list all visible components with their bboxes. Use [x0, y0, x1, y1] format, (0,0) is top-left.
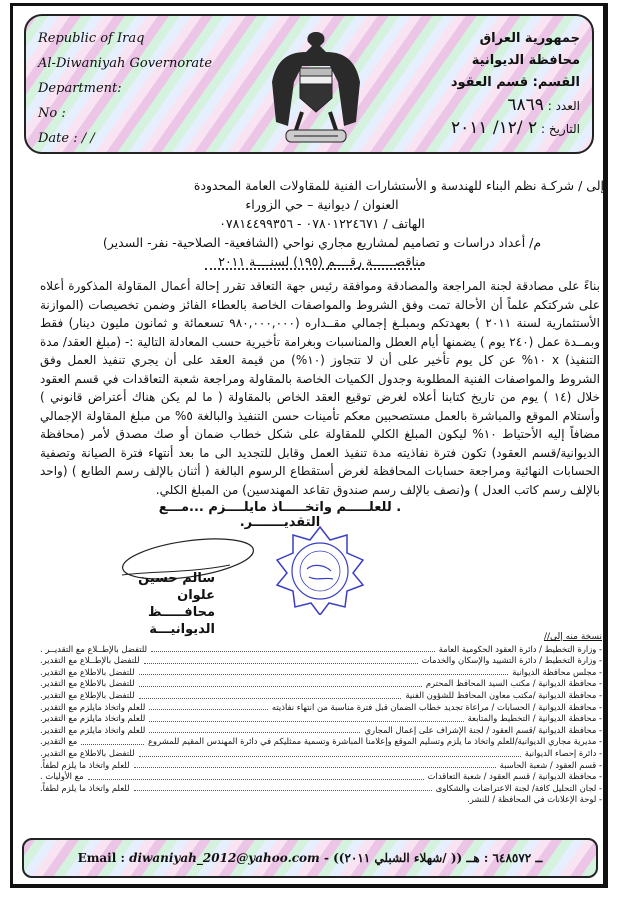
cc-recipient: - محافظة الديوانية / قسم العقود / شعبة التعاقدات [427, 771, 602, 782]
official-stamp-icon [275, 525, 365, 615]
cc-purpose: للعلم واتخاذ ما يلزم لطفاً. [40, 759, 130, 770]
signatory-title: محافـــــظ الديوانيـــة [148, 605, 215, 637]
cc-purpose: للعلم واتخاذ مايلزم مع التقدير. [40, 713, 146, 724]
cc-recipient: - محافظة الديوانية /قسم العقود / لجنة الإشراف على إعمال المجاري [364, 724, 602, 735]
cc-purpose: للتفضل بالاطلاع مع التقدير. [40, 666, 135, 677]
email-label: Email : [77, 851, 125, 865]
cc-purpose: مع التقدير. [40, 736, 78, 747]
cc-recipient: - محافظة الديوانية / التخطيط والمتابعة [467, 713, 602, 724]
divider [205, 268, 420, 270]
cc-recipient: - مجلس محافظة الديوانية [512, 666, 602, 677]
cc-purpose: للعلم واتخاذ مايلزم مع التقدير. [40, 701, 146, 712]
country-en: Republic of Iraq [38, 31, 145, 46]
department-ar: القسم: قسم العقود [450, 75, 580, 90]
email-link[interactable]: diwaniyah_2012@yahoo.com [129, 851, 320, 865]
addressee-block [40, 176, 604, 271]
letter-body: بناءً على مصادقة لجنة المراجعة والمصادقة وموافقة رئيس جهة التعاقد تقرر إحالة أعمال المقاولة المذكورة أعلاه على شركتكم علماً أن الأحالة تمت وفق الشروط والمواصفات الخاصة بالعطاء الفائز وضمن تخصيصات (الموازنة الأستثمارية لسنة ٢٠١١ ) بعهدتكم وبمبلـغ إجمالي مقــداره (٩٨٠,٠٠٠,٠٠٠ تسعمائة و ثمانون مليون دينار) فقط وبمــدة عمل (٢٤٠ يوم ) يضمنها أيام العطل والمناسبات وبغرامة تأخيرية حسب المعادلة التالية :- (مبلغ العقد/ مدة التنفيذ) x ١٠% عن كل يوم تأخير على أن لا تتجاوز (١٠%) من قيمة العقد على أن يجري تنفيذ العمل وفق الشروط والمواصفات الفنية المطلوبة وجدول الكميات الخاصة بالمقاولة ومراجعة شعبة التعاقدات في قسم العقود خلال (١٤ ) يوم من تاريخ كتابنا أعلاه لغرض توقيع العقد الخاص بالمقاولة ( ما لم يكن هناك أعتراض قانوني ) وأستلام الموقع والمباشرة بالعمل مستصحبين معكم تأمينات حسن التنفيذ والبالغة ٥% من مبلغ المقاولة الإجمالي مضافاً إليه الأحتياط ١٠% ليكون المبلغ الكلي للمقاولة على شكل خطاب ضمان أو صك مصدق لأمر (محافظة الديوانية/قسم العقود) تكون فترة نفاذيته مدة تنفيذ العمل وقابل للتجديد الى ما بعد أنتهاء فترة الصيانة وتصفية الحسابات النهائية ومراجعة حسابات المحافظة لغرض أستقطاع الرسوم البالغة ( أثنان بالإلف رسم الطابع ) (واحد بالإلف رسم كاتب العدل ) و(نصف بالإلف رسم صندوق تقاعد المهندسين) من المبلغ الكلي. [40, 279, 601, 497]
signatory [115, 570, 215, 638]
cc-purpose: للتفضل بالاطلاع مع التقدير. [40, 747, 135, 758]
letterhead [24, 14, 594, 154]
cc-recipient: - محافظة الديوانية / مكتب السيد المحافظ المحترم [425, 678, 602, 689]
signatory-name: سالم حسين علوان [138, 571, 215, 603]
cc-recipient: - محافظة الديوانية /مكتب معاون المحافظ للشؤون الفنية [405, 689, 602, 700]
coat-of-arms-icon [266, 22, 366, 150]
date-label-en: Date : / / [38, 131, 95, 146]
department-label-en: Department: [38, 81, 122, 96]
cc-purpose: للتفضل بالإطــلاع مع التقدير. [40, 655, 140, 666]
country-ar: جمهورية العراق [479, 31, 580, 46]
date-value: ٢ /١٢/ ٢٠١١ [450, 118, 538, 138]
cc-item [40, 690, 602, 702]
cc-item [40, 702, 602, 714]
copy-to-title: نسخة منه إلى// [543, 632, 602, 642]
addressee-phone: الهاتف / ٠٧٨٠١٢٢٤٦٧١ - ٠٧٨١٤٤٩٩٣٥٦ [219, 216, 425, 231]
cc-item [40, 667, 602, 679]
letterhead-arabic [451, 28, 580, 140]
cc-purpose: للعلم واتخاذ ما يلزم لطفاً. [40, 782, 130, 793]
cc-recipient: - قسم العقود / شعبة الحاسبة [499, 759, 602, 770]
cc-recipient: - مديرية مجاري الديوانية/للعلم واتخاذ ما يلزم وتسليم الموقع وإعلامنا المباشرة وتسمية ممثليكم في دائرة المهندس المقيم للمشروع [148, 736, 602, 747]
cc-item [40, 655, 602, 667]
letterhead-english [38, 26, 212, 151]
letter-number [451, 94, 580, 117]
addressee-address: العنوان / ديوانية – حي الزوراء [245, 197, 399, 212]
governorate-en: Al-Diwaniyah Governorate [38, 56, 213, 71]
tender-number: مناقصــــــة رقــــم (١٩٥) لسنــــة ٢٠١١ [218, 254, 426, 269]
closing-line: . للعلـــــم واتخـــــاذ مايلــــزم ...مـــع التقديـــــــر. [158, 500, 402, 530]
number-label-en: No : [38, 106, 66, 121]
cc-item [40, 794, 602, 806]
cc-purpose: مع الأوليات . [40, 771, 84, 782]
cc-purpose: للتفضل بالإطــلاع مع التقديــر . [40, 643, 148, 654]
addressee: إلى / شركـة نظم البناء للهندسة و الأستشارات الفنية للمقاولات العامة المحدودة [193, 178, 604, 193]
cc-item [40, 771, 602, 783]
cc-item [40, 736, 602, 748]
footer-separator: - [319, 851, 334, 865]
subject: م/ أعداد دراسات و تصاميم لمشاريع مجاري نواحي (الشافعية- الصلاحية- نفر- السدير) [102, 235, 542, 250]
number-label-ar: العدد : [547, 99, 580, 113]
cc-item [40, 783, 602, 795]
footer [22, 838, 598, 878]
cc-item [40, 644, 602, 656]
cc-item [40, 748, 602, 760]
cc-recipient: - وزارة التخطيط / دائرة التشييد والإسكان والخدمات [421, 655, 602, 666]
cc-recipient: - دائرة إحصاء الديوانية [524, 747, 602, 758]
cc-item [40, 713, 602, 725]
cc-recipient: - محافظة الديوانية / الحسابات / مراعاة تجديد خطاب الضمان قبل فترة مناسبة من انتهاء نفاذيته [271, 701, 602, 712]
footer-arabic: ((شهلاء الشبلي ٢٠١١/ )) ــ ٦٤٨٥٧٢ : هــ [333, 851, 543, 865]
cc-purpose: للتفضل بالاطلاع مع التقدير. [40, 678, 135, 689]
cc-recipient: - لوحة الإعلانات في المحافظة / للنشر. [467, 794, 602, 805]
cc-item [40, 760, 602, 772]
cc-recipient: - وزارة التخطيط / دائرة العقود الحكومية العامة [438, 643, 602, 654]
cc-purpose: للتفضل بالإطلاع مع التقدير. [40, 689, 135, 700]
cc-recipient: - لجان التحليل كافة/ لجنة الاعتراضات والشكاوى [435, 782, 602, 793]
governorate-ar: محافظة الديوانية [471, 53, 580, 68]
copy-to-list [40, 632, 602, 806]
number-value: ٦٨٦٩ [507, 95, 544, 115]
cc-purpose: للعلم واتخاذ مايلزم مع التقدير. [40, 724, 146, 735]
cc-item [40, 678, 602, 690]
cc-item [40, 725, 602, 737]
letter-date [451, 117, 580, 140]
footer-text [24, 851, 596, 865]
date-label-ar: التاريخ : [540, 122, 580, 136]
